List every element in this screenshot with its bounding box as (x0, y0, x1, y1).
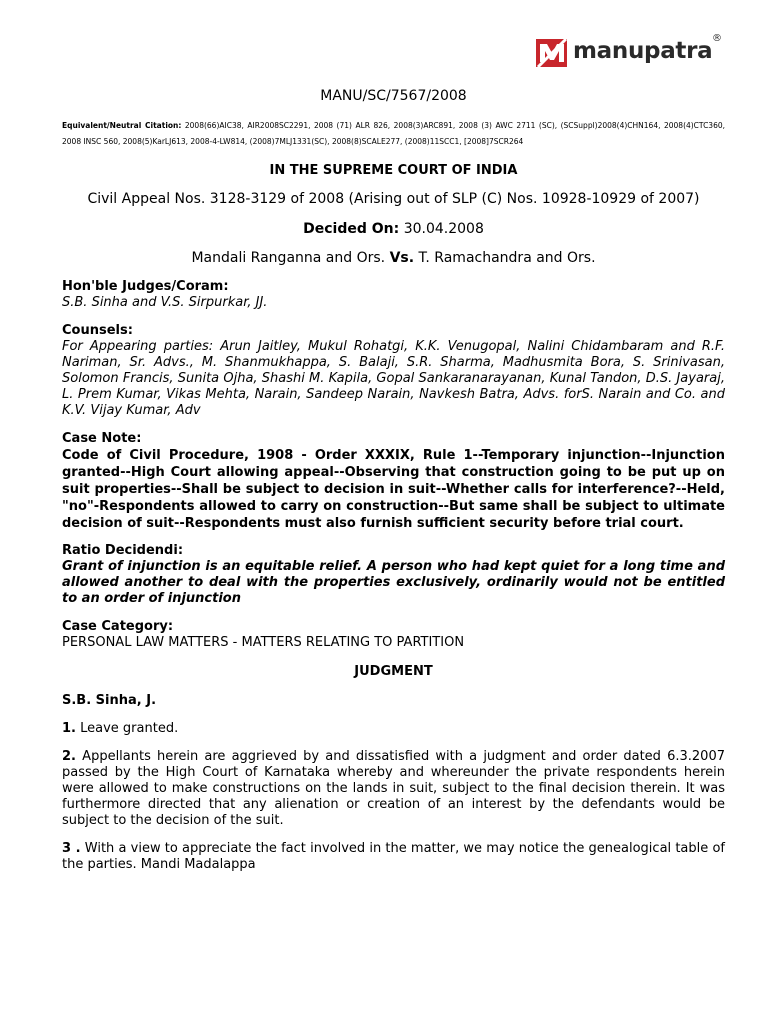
case-parties (62, 250, 725, 267)
decided-date: 30.04.2008 (403, 221, 484, 237)
paragraph-number: 1. (62, 721, 76, 736)
category-text: PERSONAL LAW MATTERS - MATTERS RELATING TO PARTITION (62, 635, 465, 650)
appellant: Mandali Ranganna and Ors. (191, 250, 386, 266)
judgment-author: S.B. Sinha, J. (62, 693, 157, 708)
case-note-heading: Case Note: (62, 431, 142, 446)
paragraph-number: 2. (62, 749, 76, 764)
paragraph-text: Leave granted. (75, 721, 179, 736)
logo-wordmark: manupatra (573, 38, 713, 64)
judgment-heading: JUDGMENT (354, 664, 433, 679)
manupatra-logo-icon (535, 36, 569, 70)
decided-on (62, 221, 725, 238)
citation-id: MANU/SC/7567/2008 (320, 88, 467, 104)
category-heading: Case Category: (62, 619, 174, 634)
case-note-text: Code of Civil Procedure, 1908 - Order XXXIX, Rule 1--Temporary injunction--Injunction granted--High Court allowing appeal--Observing that construction going to be put up on suit properties--Shall be subject to decision in suit--Whether calls for interference?--Held, "no"-Respondents allowed to carry on construction--But same shall be subject to ultimate decision of suit--Respondents must also furnish sufficient security before trial court. (62, 448, 725, 531)
paragraph-text: With a view to appreciate the fact involved in the matter, we may notice the genealogical table of the parties. Mandi Madalappa (62, 841, 725, 872)
paragraph-1 (62, 721, 725, 737)
ratio-text: Grant of injunction is an equitable relief. A person who had kept quiet for a long time and allowed another to deal with the properties exclusively, ordinarily would not be entitled to an order of injunction (62, 559, 725, 606)
registered-mark: ® (712, 33, 722, 44)
ratio-heading: Ratio Decidendi: (62, 543, 184, 558)
equivalent-citations (62, 118, 725, 150)
counsels-heading: Counsels: (62, 323, 133, 338)
counsels-text: For Appearing parties: Arun Jaitley, Mukul Rohatgi, K.K. Venugopal, Nalini Chidambaram and R.F. Nariman, Sr. Advs., M. Shanmukhappa, S. Balaji, S.R. Sharma, Madhusmita Bora, S. Srinivasan, Solomon Francis, Sunita Ojha, Shashi M. Kapila, Gopal Sankaranarayanan, Kunal Tandon, D.S. Jayaraj, L. Prem Kumar, Vikas Mehta, Narain, Sandeep Narain, Navkesh Batra, Advs. forS. Narain and Co. and K.V. Vijay Kumar, Adv (62, 339, 725, 418)
citations-text: 2008(66)AIC38, AIR2008SC2291, 2008 (71) ALR 826, 2008(3)ARC891, 2008 (3) AWC 2711 (SC), (SCSuppl)2008(4)CHN164, 2008(4)CTC360, 2008 INSC 560, 2008(5)KarLJ613, 2008-4-LW814, (2008)7MLJ1331(SC), 2008(8)SCALE277, (2008)11SCC1, [2008]7SCR264 (62, 121, 726, 146)
manupatra-logo (535, 33, 730, 70)
judges-heading: Hon'ble Judges/Coram: (62, 279, 229, 294)
paragraph-text: Appellants herein are aggrieved by and dissatisfied with a judgment and order dated 6.3.2007 passed by the High Court of Karnataka whereby and whereunder the private respondents herein were allowed to make constructions on the lands in suit, subject to the final decision therein. It was furthermore directed that any alienation or creation of an interest by the defendants would be subject to the decision of the suit. (62, 749, 725, 828)
citations-label: Equivalent/Neutral Citation: (62, 121, 182, 130)
paragraph-2 (62, 749, 725, 829)
paragraph-number: 3 . (62, 841, 81, 856)
decided-label: Decided On: (303, 221, 400, 237)
appeal-number: Civil Appeal Nos. 3128-3129 of 2008 (Arising out of SLP (C) Nos. 10928-10929 of 2007) (87, 191, 700, 207)
paragraph-3 (62, 841, 725, 873)
versus: Vs. (389, 250, 415, 266)
court-name: IN THE SUPREME COURT OF INDIA (269, 163, 518, 178)
respondent: T. Ramachandra and Ors. (418, 250, 596, 266)
document-body (62, 87, 725, 873)
judges-names: S.B. Sinha and V.S. Sirpurkar, JJ. (62, 295, 268, 310)
